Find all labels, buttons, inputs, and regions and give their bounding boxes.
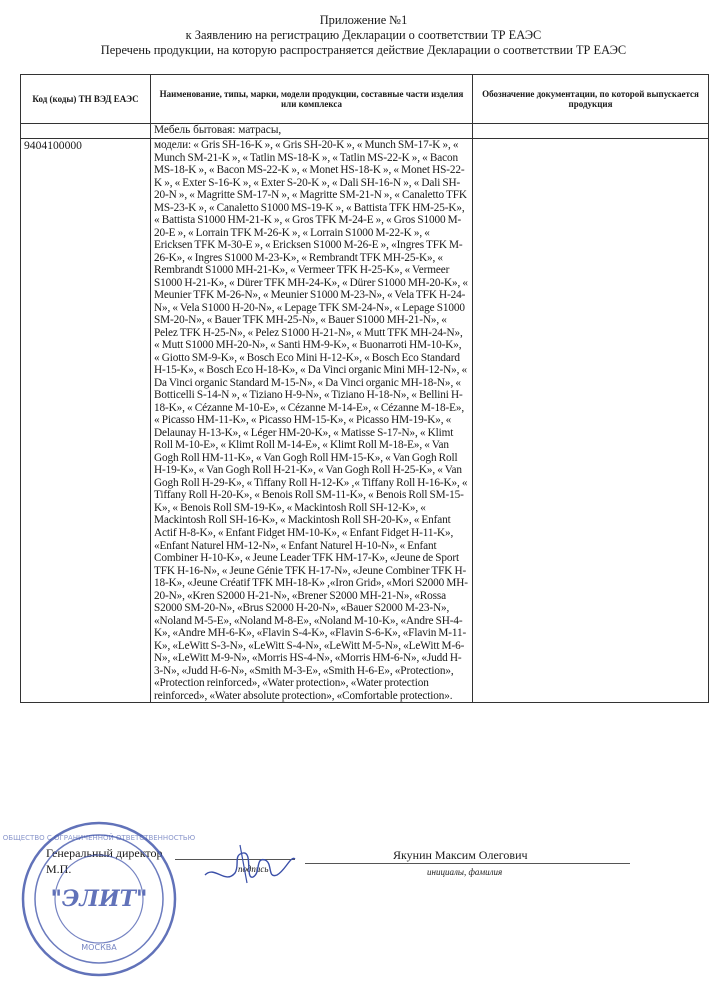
- appendix-title: Приложение №1: [319, 13, 408, 27]
- stamp-ring-text: ОБЩЕСТВО С ОГРАНИЧЕННОЙ ОТВЕТСТВЕННОСТЬЮ: [2, 834, 196, 842]
- company-stamp: [2, 820, 196, 978]
- stamp-city: МОСКВА: [81, 943, 117, 952]
- hs-code: 9404100000: [21, 139, 151, 703]
- name-caption: инициалы, фамилия: [427, 867, 503, 877]
- appendix-subtitle: к Заявлению на регистрацию Декларации о соответствии ТР ЕАЭС: [185, 28, 542, 42]
- mp-label: М.П.: [46, 862, 72, 876]
- empty-cell: [21, 124, 151, 139]
- table-row: [21, 139, 709, 703]
- products-table: [20, 74, 709, 703]
- signature-caption: подпись: [238, 864, 269, 874]
- handwritten-signature: [195, 835, 315, 895]
- col-code-header: Код (коды) ТН ВЭД ЕАЭС: [21, 75, 151, 124]
- table-header-row: [21, 75, 709, 124]
- list-title: Перечень продукции, на которую распространяется действие Декларации о соответствии ТР ЕАЭС: [100, 43, 627, 57]
- product-group: Мебель бытовая: матрасы,: [151, 124, 473, 139]
- docs-cell: [473, 139, 709, 703]
- models-list: модели: « Gris SH-16-K », « Gris SH-20-K », « Munch SM-17-K », « Munch SM-21-K », « Tatlin MS-18-K », « Tatlin MS-22-K », « Bacon MS-18-K », « Bacon MS-22-K », « Monet HS-18-K », « Monet HS-22-K », « Exter S-16-K », « Exter S-20-K », « Dali SH-16-N », « Dali SH-20-N », « Magritte SM-17-N », « Magritte SM-21-N », « Canaletto TFK MS-23-K », « Canaletto S1000 MS-19-K », « Battista TFK HM-25-K», « Battista S1000 HM-21-K », « Gros TFK M-24-E », « Gros S1000 M-20-E », « Lorrain TFK M-26-K », « Lorrain S1000 M-22-K », « Ericksen TFK M-30-E », « Ericksen S1000 M-26-E », «Ingres TFK M-26-K», « Ingres S1000 M-23-K», « Rembrandt TFK MH-25-K», « Rembrandt S1000 MH-21-K», « Vermeer TFK H-25-K», « Vermeer S1000 H-21-K», « Dürer TFK MH-24-K», « Dürer S1000 MH-20-K», « Meunier TFK M-26-N», « Meunier S1000 M-23-N», « Vela TFK H-24-N», « Vela S1000 H-20-N», « Lepage TFK SM-24-N», « Lepage S1000 SM-20-N», « Bauer TFK MH-25-N», « Bauer S1000 MH-21-N», « Pelez TFK H-25-N», « Pelez S1000 H-21-N», « Mutt TFK MH-24-N», « Mutt S1000 MH-20-N», « Santi HM-9-K», « Buonarroti HM-10-K», « Giotto SM-9-K», « Bosch Eco Mini H-12-K», « Bosch Eco Standard H-15-K», « Bosch Eco H-18-K», « Da Vinci organic Mini MH-12-N», « Da Vinci organic Standard M-15-N», « Da Vinci organic MH-18-N», « Botticelli S-14-N », « Tiziano H-9-N», « Tiziano H-18-N», « Bellini H-18-K», « Cézanne M-10-E», « Cézanne M-14-E», « Cézanne M-18-E», « Picasso HM-11-K», « Picasso HM-15-K», « Picasso HM-19-K», « Delaunay H-13-K», « Léger HM-20-K», « Matisse S-17-N», « Klimt Roll M-10-E», « Klimt Roll M-14-E», « Klimt Roll M-18-E», « Van Gogh Roll HM-11-K», « Van Gogh Roll HM-15-K», « Van Gogh Roll H-19-K», « Van Gogh Roll H-21-K», « Van Gogh Roll H-25-K», « Van Gogh Roll H-29-K», « Tiffany Roll H-12-K» ,« Tiffany Roll H-16-K», « Tiffany Roll H-20-K», « Benois Roll SM-11-K», « Benois Roll SM-15-K», « Benois Roll SM-19-K», « Mackintosh Roll SH-12-K», « Mackintosh Roll SH-16-K», « Mackintosh Roll SH-20-K», « Enfant Actif H-8-K», « Enfant Fidget HM-10-K», « Enfant Fidget H-11-K», «Enfant Naturel HM-12-N», « Enfant Naturel H-10-N», « Enfant Combiner H-10-K», « Jeune Leader TFK HM-17-K», «Jeune de Sport TFK H-16-N», « Jeune Génie TFK H-17-N», «Jeune Combiner TFK H-18-K», «Jeune Créatif TFK MH-18-K» ,«Iron Grid», «Mori S2000 MH-20-N», «Kren S2000 H-21-N», «Brener S2000 MH-21-N», «Rossa S2000 SM-20-N», «Brus S2000 H-20-N», «Bauer S2000 M-23-N», «Noland M-5-E», «Noland M-8-E», «Noland M-10-K», «Andre SH-4-K», «Andre MH-6-K», «Flavin S-4-K», «Flavin S-6-K», «Flavin M-11-K», «LeWitt S-3-N», «LeWitt S-4-N», «LeWitt M-5-N», «LeWitt M-6-N», «LeWitt M-9-N», «Morris HS-4-N», «Morris HM-6-N», «Judd H-3-N», «Judd H-6-N», «Smith M-3-E», «Smith H-6-E», «Protection», «Protection reinforced», «Water protection», «Water protection reinforced», «Water absolute protection», «Comfortable protection».: [151, 139, 473, 703]
- empty-cell: [473, 124, 709, 139]
- name-line: [305, 863, 630, 864]
- stamp-center-text: "ЭЛИТ": [50, 886, 148, 912]
- col-docs-header: Обозначение документации, по которой выпускается продукция: [473, 75, 709, 124]
- col-name-header: Наименование, типы, марки, модели продукции, составные части изделия или комплекса: [151, 75, 473, 124]
- position-label: Генеральный директор: [46, 846, 163, 860]
- table-row: [21, 124, 709, 139]
- signer-name: Якунин Максим Олегович: [393, 848, 528, 862]
